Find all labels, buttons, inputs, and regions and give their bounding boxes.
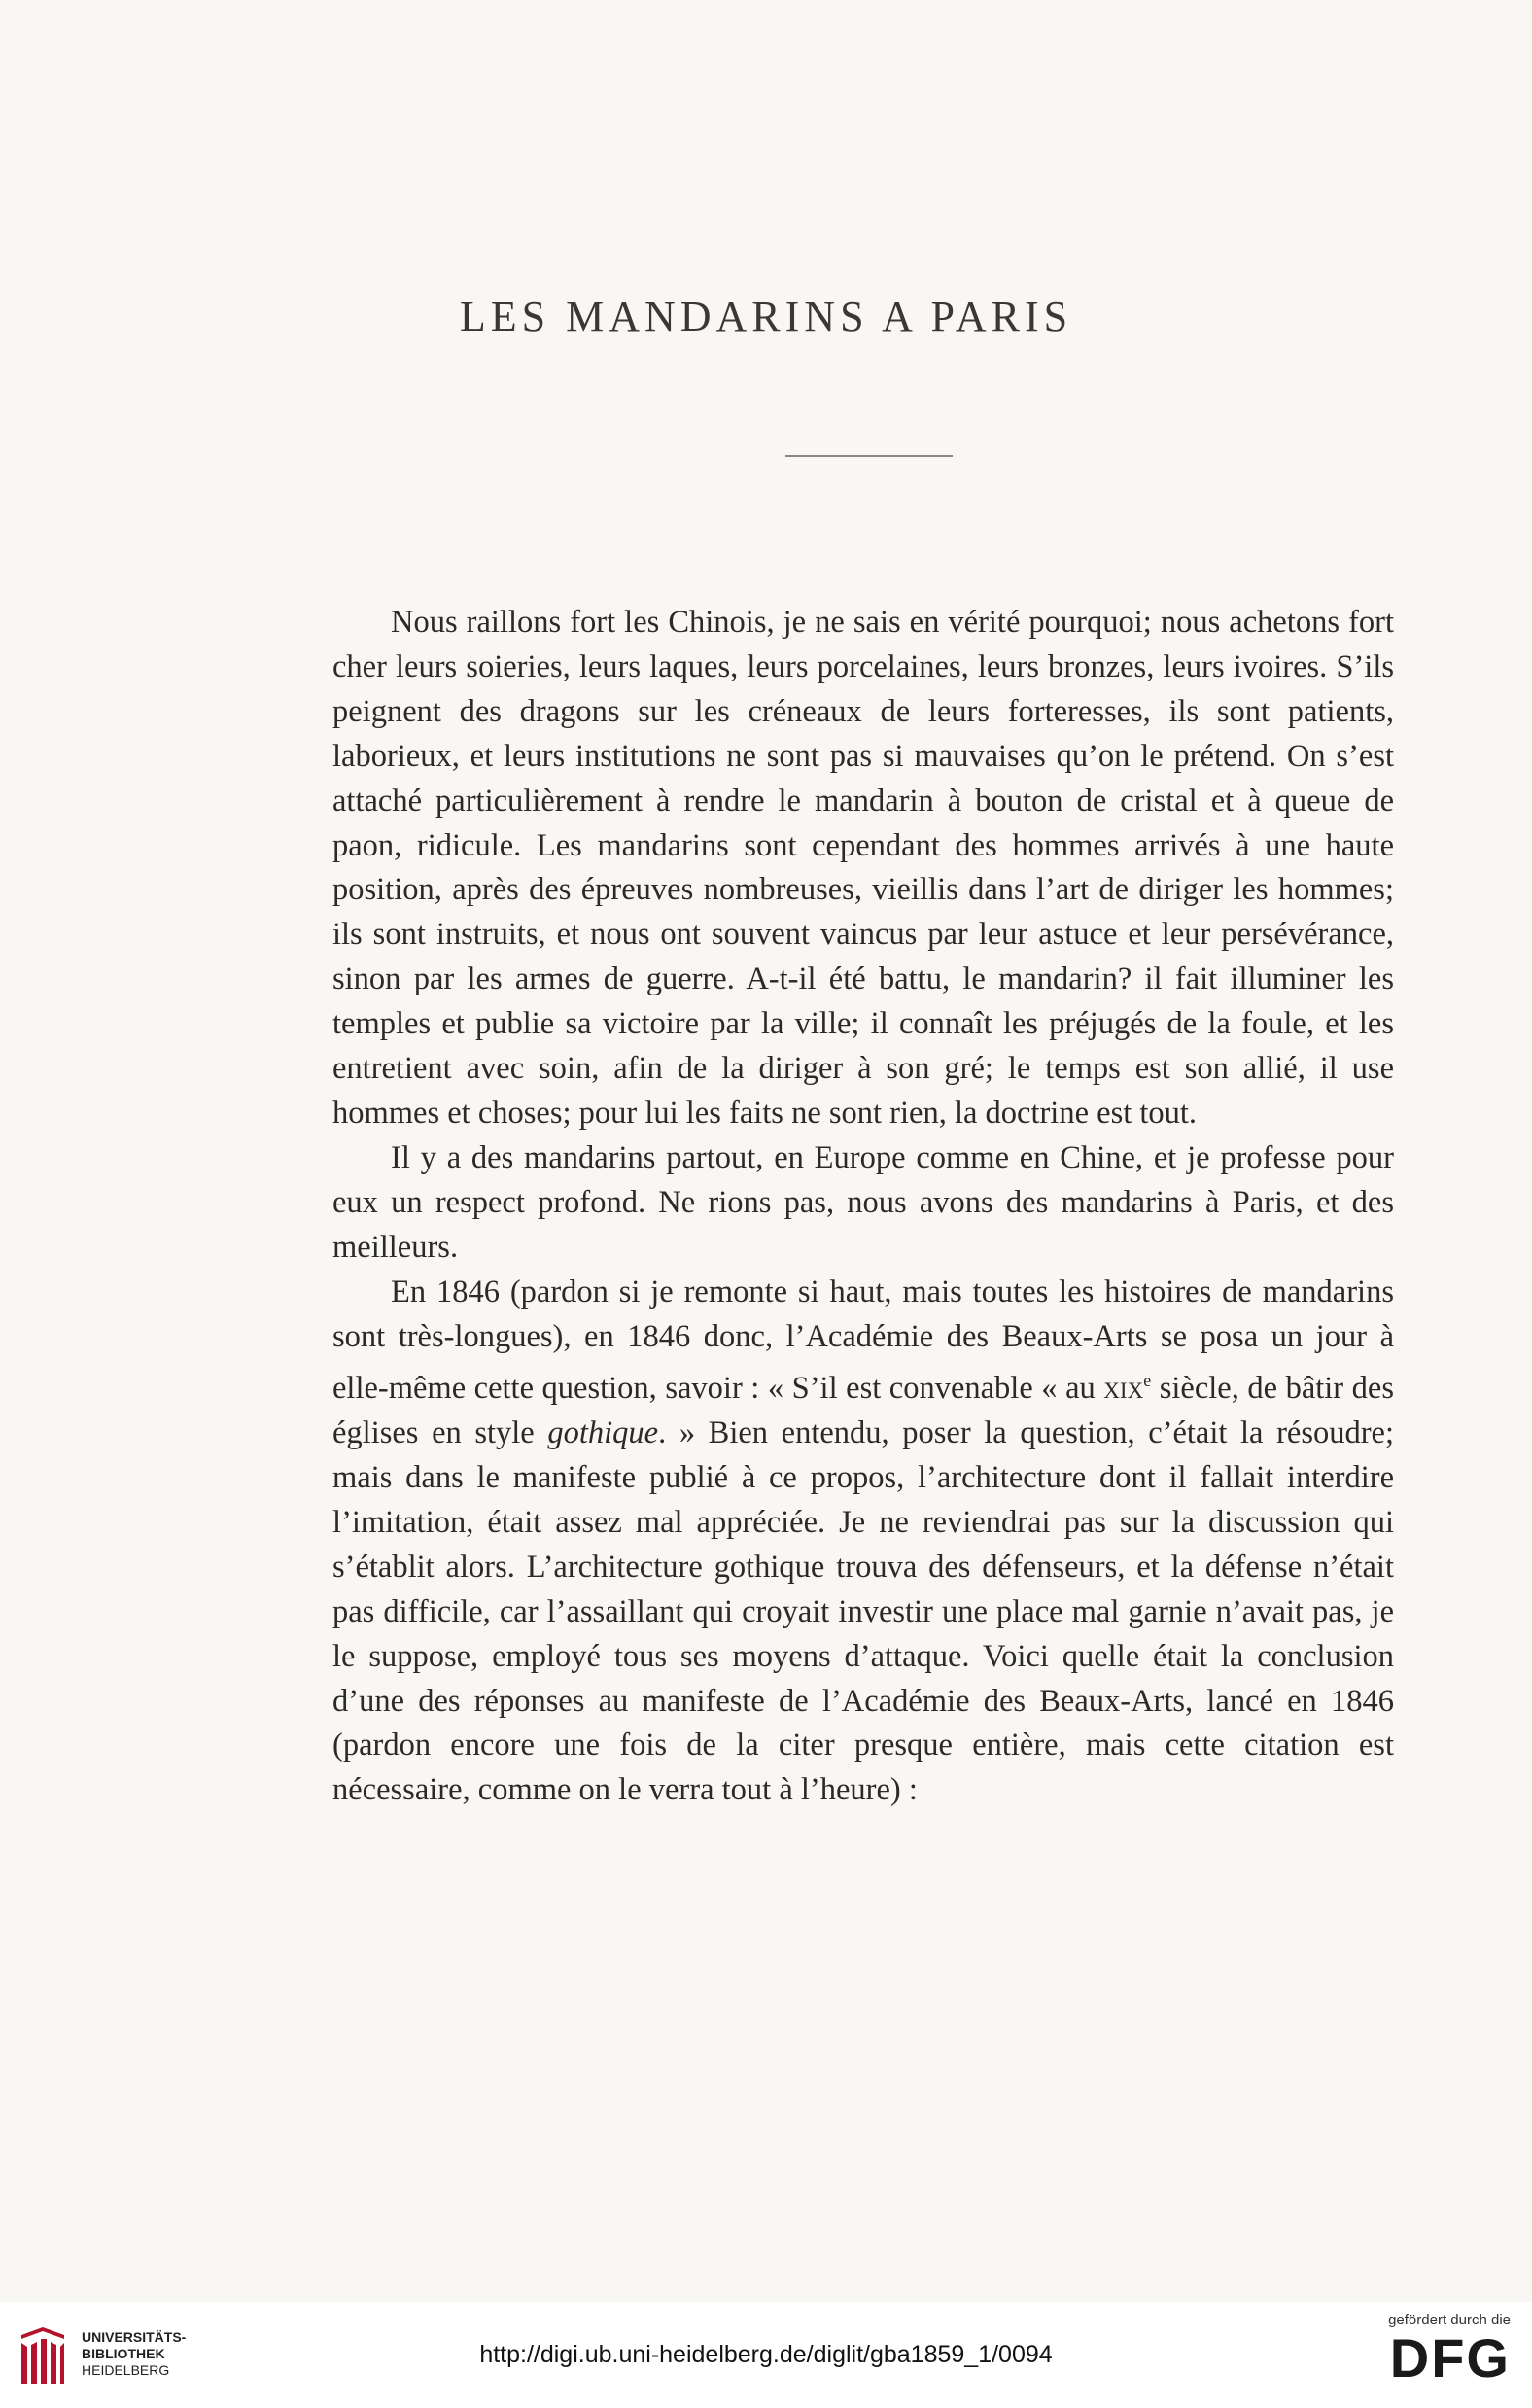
digitization-footer: [0, 2302, 1532, 2408]
funding-text: gefördert durch die: [1388, 2312, 1511, 2328]
gothic-italic-word: gothique: [547, 1415, 659, 1451]
title-divider: [785, 455, 953, 457]
page-title: LES MANDARINS A PARIS: [459, 293, 1073, 340]
paragraph-3-text-end: . » Bien entendu, poser la question, c’était la résoudre; mais dans le manifeste publié à ce propos, l’architecture dont il fallait interdire l’imitation, était assez mal appréciée. Je ne reviendrai pas sur la discussion qui s’établit alors. L’architecture gothique trouva des défenseurs, et la défense n’était pas difficile, car l’assaillant qui croyait investir une place mal garnie n’avait pas, je le suppose, employé tous ses moyens d’attaque. Voici quelle était la conclusion d’une des réponses au manifeste de l’Académie des Beaux-Arts, lancé en 1846 (pardon encore une fois de la citer presque entière, mais cette citation est nécessaire, comme on le verra tout à l’heure) :: [332, 1415, 1394, 1808]
century-superscript: e: [1143, 1371, 1152, 1391]
source-url-link[interactable]: http://digi.ub.uni-heidelberg.de/diglit/gba1859_1/0094: [479, 2341, 1053, 2368]
paragraph-3: [332, 1271, 1394, 1814]
paragraph-2: [332, 1136, 1394, 1271]
paragraph-3-text-start: En 1846 (pardon si je remonte si haut, mais toutes les histoires de mandarins sont très-longues), en 1846 donc, l’Académie des Beaux-Arts se posa un jour à elle-même cette question, savoir : « S’il est convenable « au: [332, 1274, 1394, 1407]
article-body: [332, 601, 1394, 1813]
paragraph-1-text: Nous raillons fort les Chinois, je ne sais en vérité pourquoi; nous achetons fort cher leurs soieries, leurs laques, leurs porcelaines, leurs bronzes, leurs ivoires. S’ils peignent des dragons sur les créneaux de leurs forteresses, ils sont patients, laborieux, et leurs institutions ne sont pas si mauvaises qu’on le prétend. On s’est attaché particulièrement à rendre le mandarin à bouton de cristal et à queue de paon, ridicule. Les mandarins sont cependant des hommes arrivés à une haute position, après des épreuves nombreuses, vieillis dans l’art de diriger les hommes; ils sont instruits, et nous ont souvent vaincus par leur astuce et leur persévérance, sinon par les armes de guerre. A-t-il été battu, le mandarin? il fait illuminer les temples et publie sa victoire par la ville; il connaît les préjugés de la foule, et les entretient avec soin, afin de la diriger à son gré; le temps est son allié, il use hommes et choses; pour lui les faits ne sont rien, la doctrine est tout.: [332, 605, 1394, 1131]
paragraph-2-text: Il y a des mandarins partout, en Europe comme en Chine, et je professe pour eux un respect profond. Ne rions pas, nous avons des mandarins à Paris, et des meilleurs.: [332, 1139, 1394, 1265]
library-line-2: BIBLIOTHEK: [82, 2346, 165, 2361]
funding-block: [1343, 2312, 1511, 2389]
dfg-logo: DFG: [1389, 2327, 1511, 2389]
library-line-1: UNIVERSITÄTS-: [82, 2329, 187, 2345]
paragraph-3-text-middle: siècle, de bâtir des églises en style: [332, 1371, 1394, 1451]
paragraph-1: [332, 601, 1394, 1136]
library-line-3: HEIDELBERG: [82, 2362, 170, 2378]
century-numeral: xix: [1103, 1371, 1144, 1407]
